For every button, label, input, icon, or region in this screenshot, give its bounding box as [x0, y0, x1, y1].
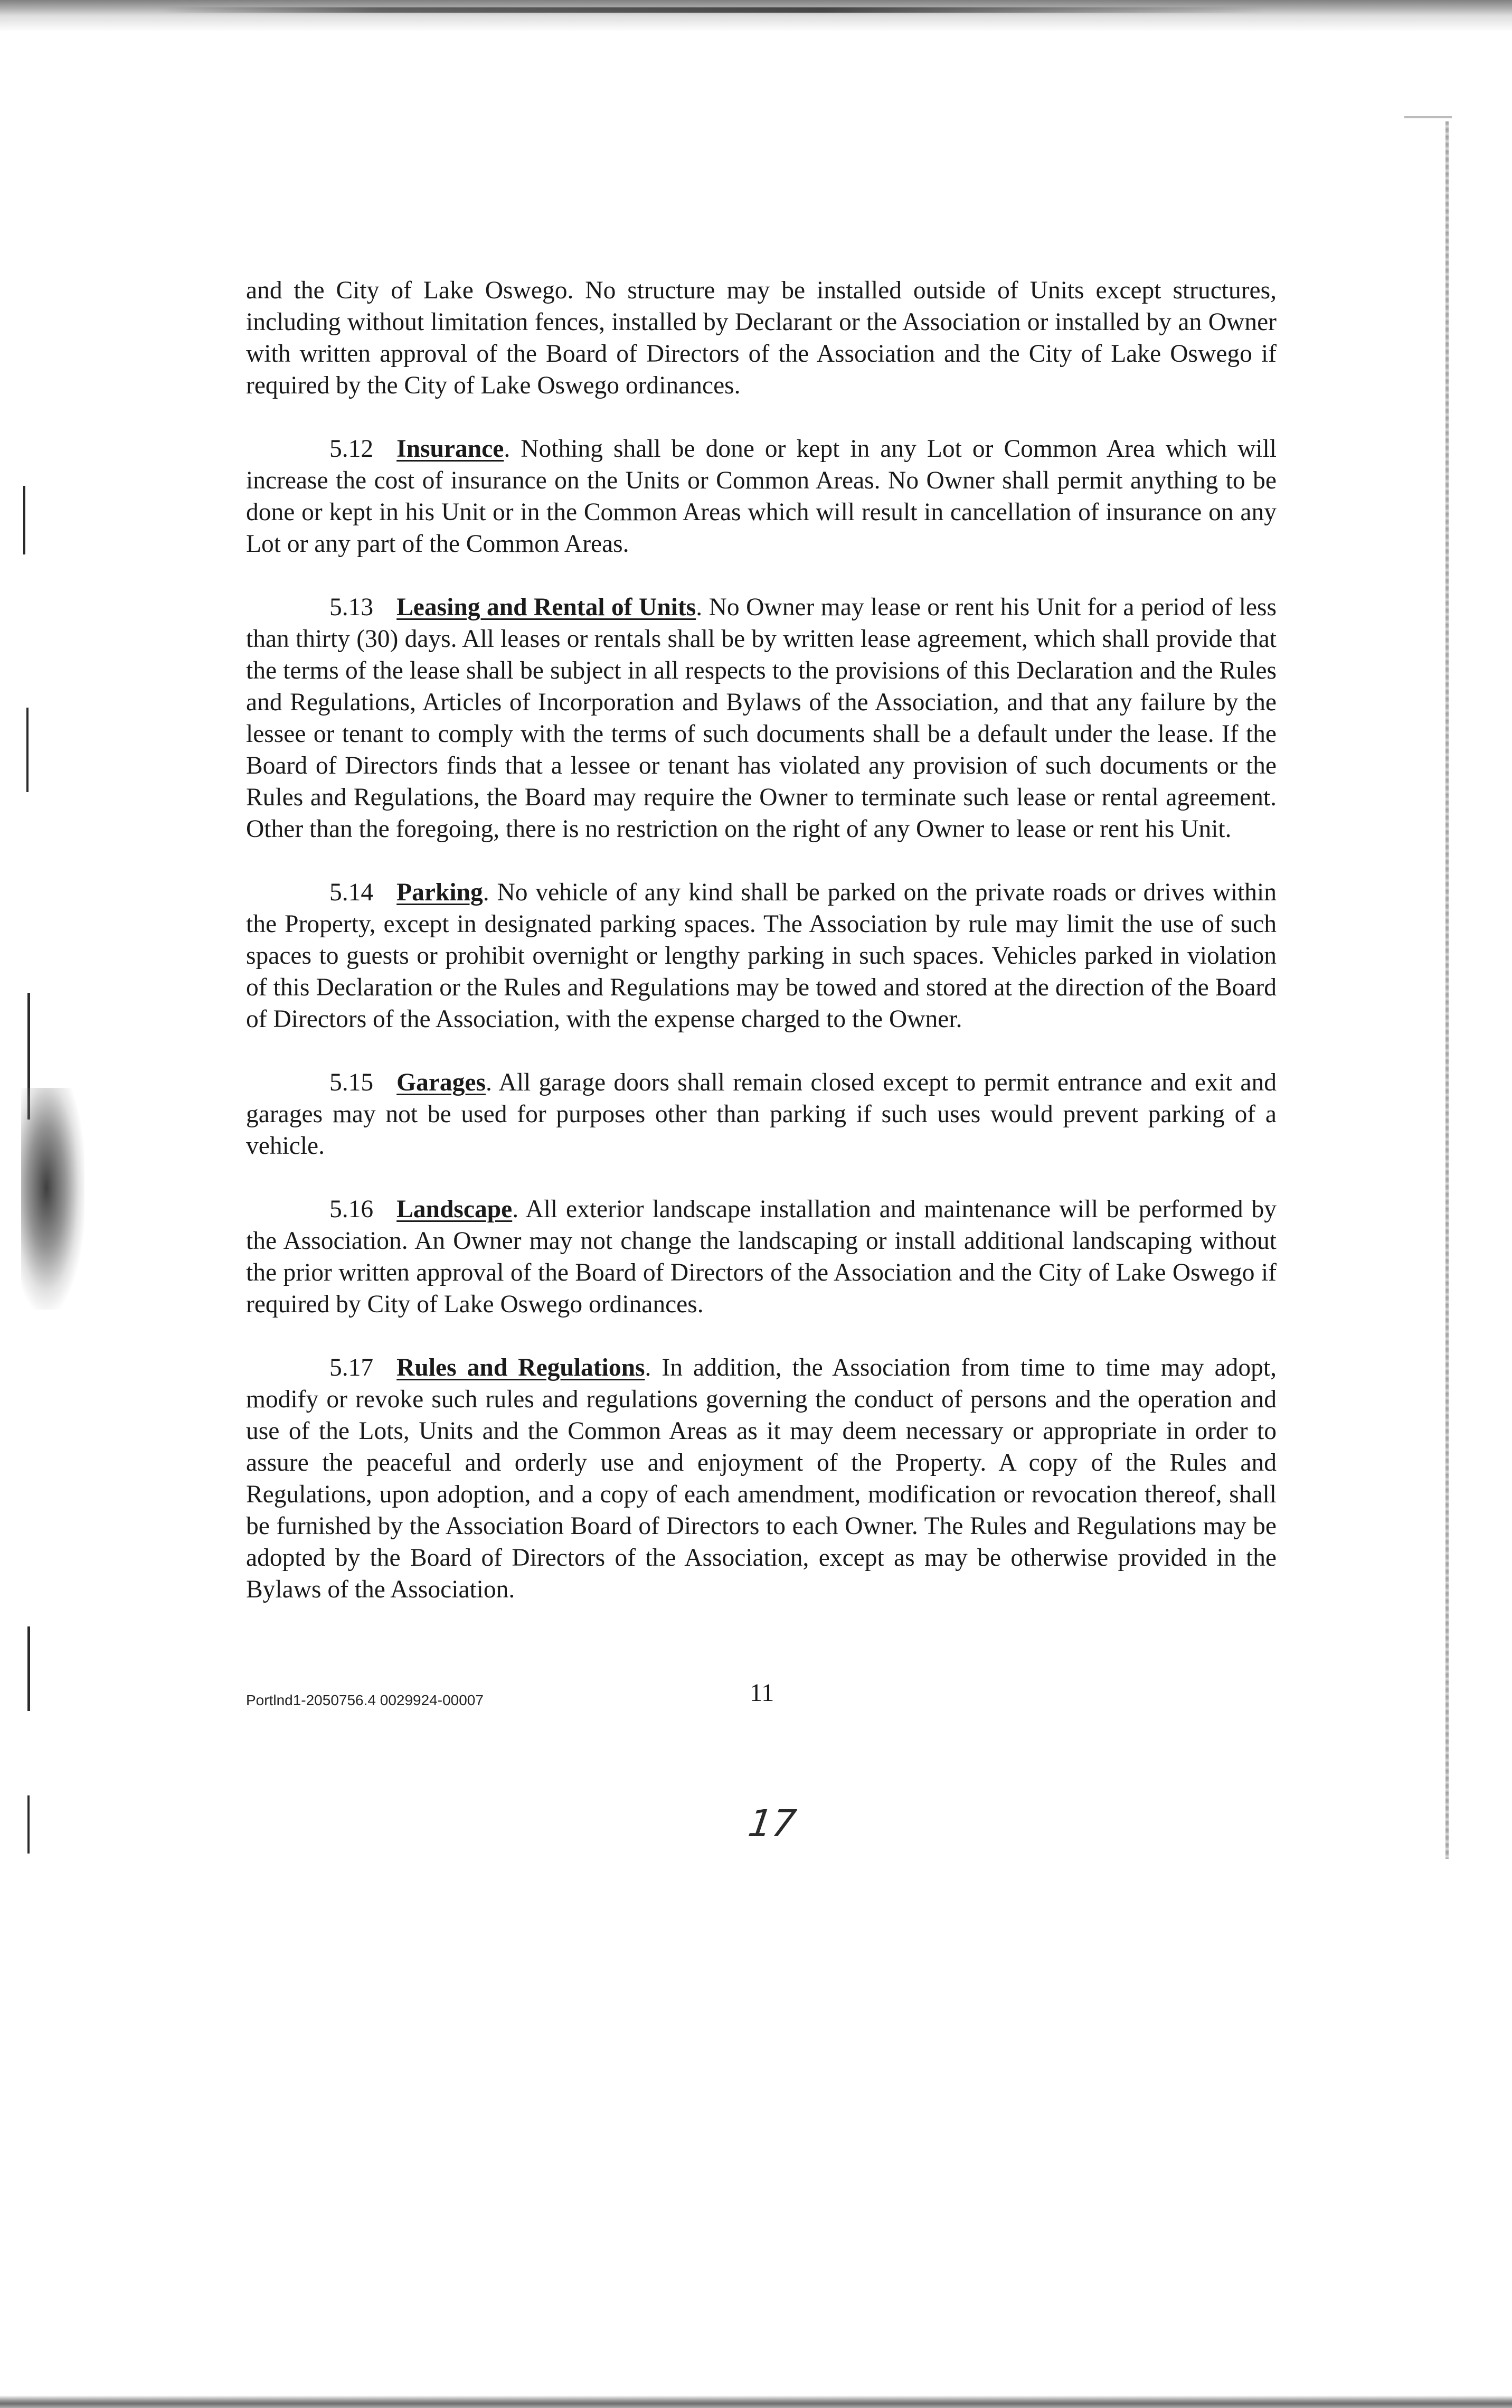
section-number: 5.12 [329, 435, 374, 463]
section-text: . No Owner may lease or rent his Unit for a period of less than thirty (30) days. All leases or rentals shall be by written lease agreement, which shall provide that the terms of the lease shall be subject in all respects to the provisions of this Declaration and the Rules and Regulations, Articles of Incorporation and Bylaws of the Association, and that any failure by the lessee or tenant to comply with the terms of such documents shall be a default under the lease. If the Board of Directors finds that a lessee or tenant has violated any provision of such documents or the Rules and Regulations, the Board may require the Owner to terminate such lease or rental agreement. Other than the foregoing, there is no restriction on the right of any Owner to lease or rent his Unit. [246, 594, 1277, 843]
section-text: . Nothing shall be done or kept in any Lot or Common Area which will increase the cost of insurance on the Units or Common Areas. No Owner shall permit anything to be done or kept in his Unit or in the Common Areas which will result in cancellation of insurance on any Lot or any part of the Common Areas. [246, 435, 1277, 558]
scan-right-corner [1404, 116, 1452, 118]
scan-bottom-edge [0, 2395, 1512, 2408]
section-heading: Insurance [396, 435, 504, 463]
scan-top-streak [158, 7, 1267, 13]
document-id-footer: Portlnd1-2050756.4 0029924-00007 [246, 1692, 484, 1708]
scan-right-edge [1445, 121, 1449, 1859]
section-5-17 [246, 1352, 1277, 1605]
section-heading: Landscape [396, 1196, 513, 1223]
page-number: 11 [750, 1679, 774, 1707]
scan-left-mark [27, 1795, 30, 1854]
section-heading: Rules and Regulations [396, 1354, 645, 1381]
section-heading: Leasing and Rental of Units [396, 594, 696, 621]
section-number: 5.15 [329, 1069, 374, 1096]
document-body [246, 275, 1277, 1637]
scan-top-edge [0, 0, 1512, 32]
section-number: 5.14 [329, 879, 374, 906]
section-5-14 [246, 877, 1277, 1035]
section-5-16 [246, 1193, 1277, 1320]
section-number: 5.17 [329, 1354, 374, 1381]
scan-left-blot [21, 1088, 84, 1310]
section-text: . All garage doors shall remain closed except to permit entrance and exit and garages may not be used for purposes other than parking if such uses would prevent parking of a vehicle. [246, 1069, 1277, 1160]
paragraph-continuation [246, 275, 1277, 401]
paragraph-text: and the City of Lake Oswego. No structure may be installed outside of Units except structures, including without limitation fences, installed by Declarant or the Association or installed by an Owner with written approval of the Board of Directors of the Association and the City of Lake Oswego if required by the City of Lake Oswego ordinances. [246, 277, 1277, 399]
section-5-15 [246, 1067, 1277, 1162]
section-5-12 [246, 433, 1277, 560]
scan-left-mark [26, 708, 29, 792]
scan-left-mark [23, 486, 25, 554]
scan-left-mark [27, 1626, 30, 1711]
handwritten-page-number: 17 [745, 1802, 799, 1845]
section-text: . No vehicle of any kind shall be parked on the private roads or drives within the Property, except in designated parking spaces. The Association by rule may limit the use of such spaces to guests or prohibit overnight or lengthy parking in such spaces. Vehicles parked in violation of this Declaration or the Rules and Regulations may be towed and stored at the direction of the Board of Directors of the Association, with the expense charged to the Owner. [246, 879, 1277, 1033]
section-5-13 [246, 591, 1277, 845]
section-text: . In addition, the Association from time to time may adopt, modify or revoke such rules and regulations governing the conduct of persons and the operation and use of the Lots, Units and the Common Areas as it may deem necessary or appropriate in order to assure the peaceful and orderly use and enjoyment of the Property. A copy of the Rules and Regulations, upon adoption, and a copy of each amendment, modification or revocation thereof, shall be furnished by the Association Board of Directors to each Owner. The Rules and Regulations may be adopted by the Board of Directors of the Association, except as may be otherwise provided in the Bylaws of the Association. [246, 1354, 1277, 1603]
section-number: 5.16 [329, 1196, 374, 1223]
section-heading: Parking [396, 879, 483, 906]
section-heading: Garages [396, 1069, 486, 1096]
section-text: . All exterior landscape installation and maintenance will be performed by the Association. An Owner may not change the landscaping or install additional landscaping without the prior written approval of the Board of Directors of the Association and the City of Lake Oswego if required by City of Lake Oswego ordinances. [246, 1196, 1277, 1318]
section-number: 5.13 [329, 594, 374, 621]
